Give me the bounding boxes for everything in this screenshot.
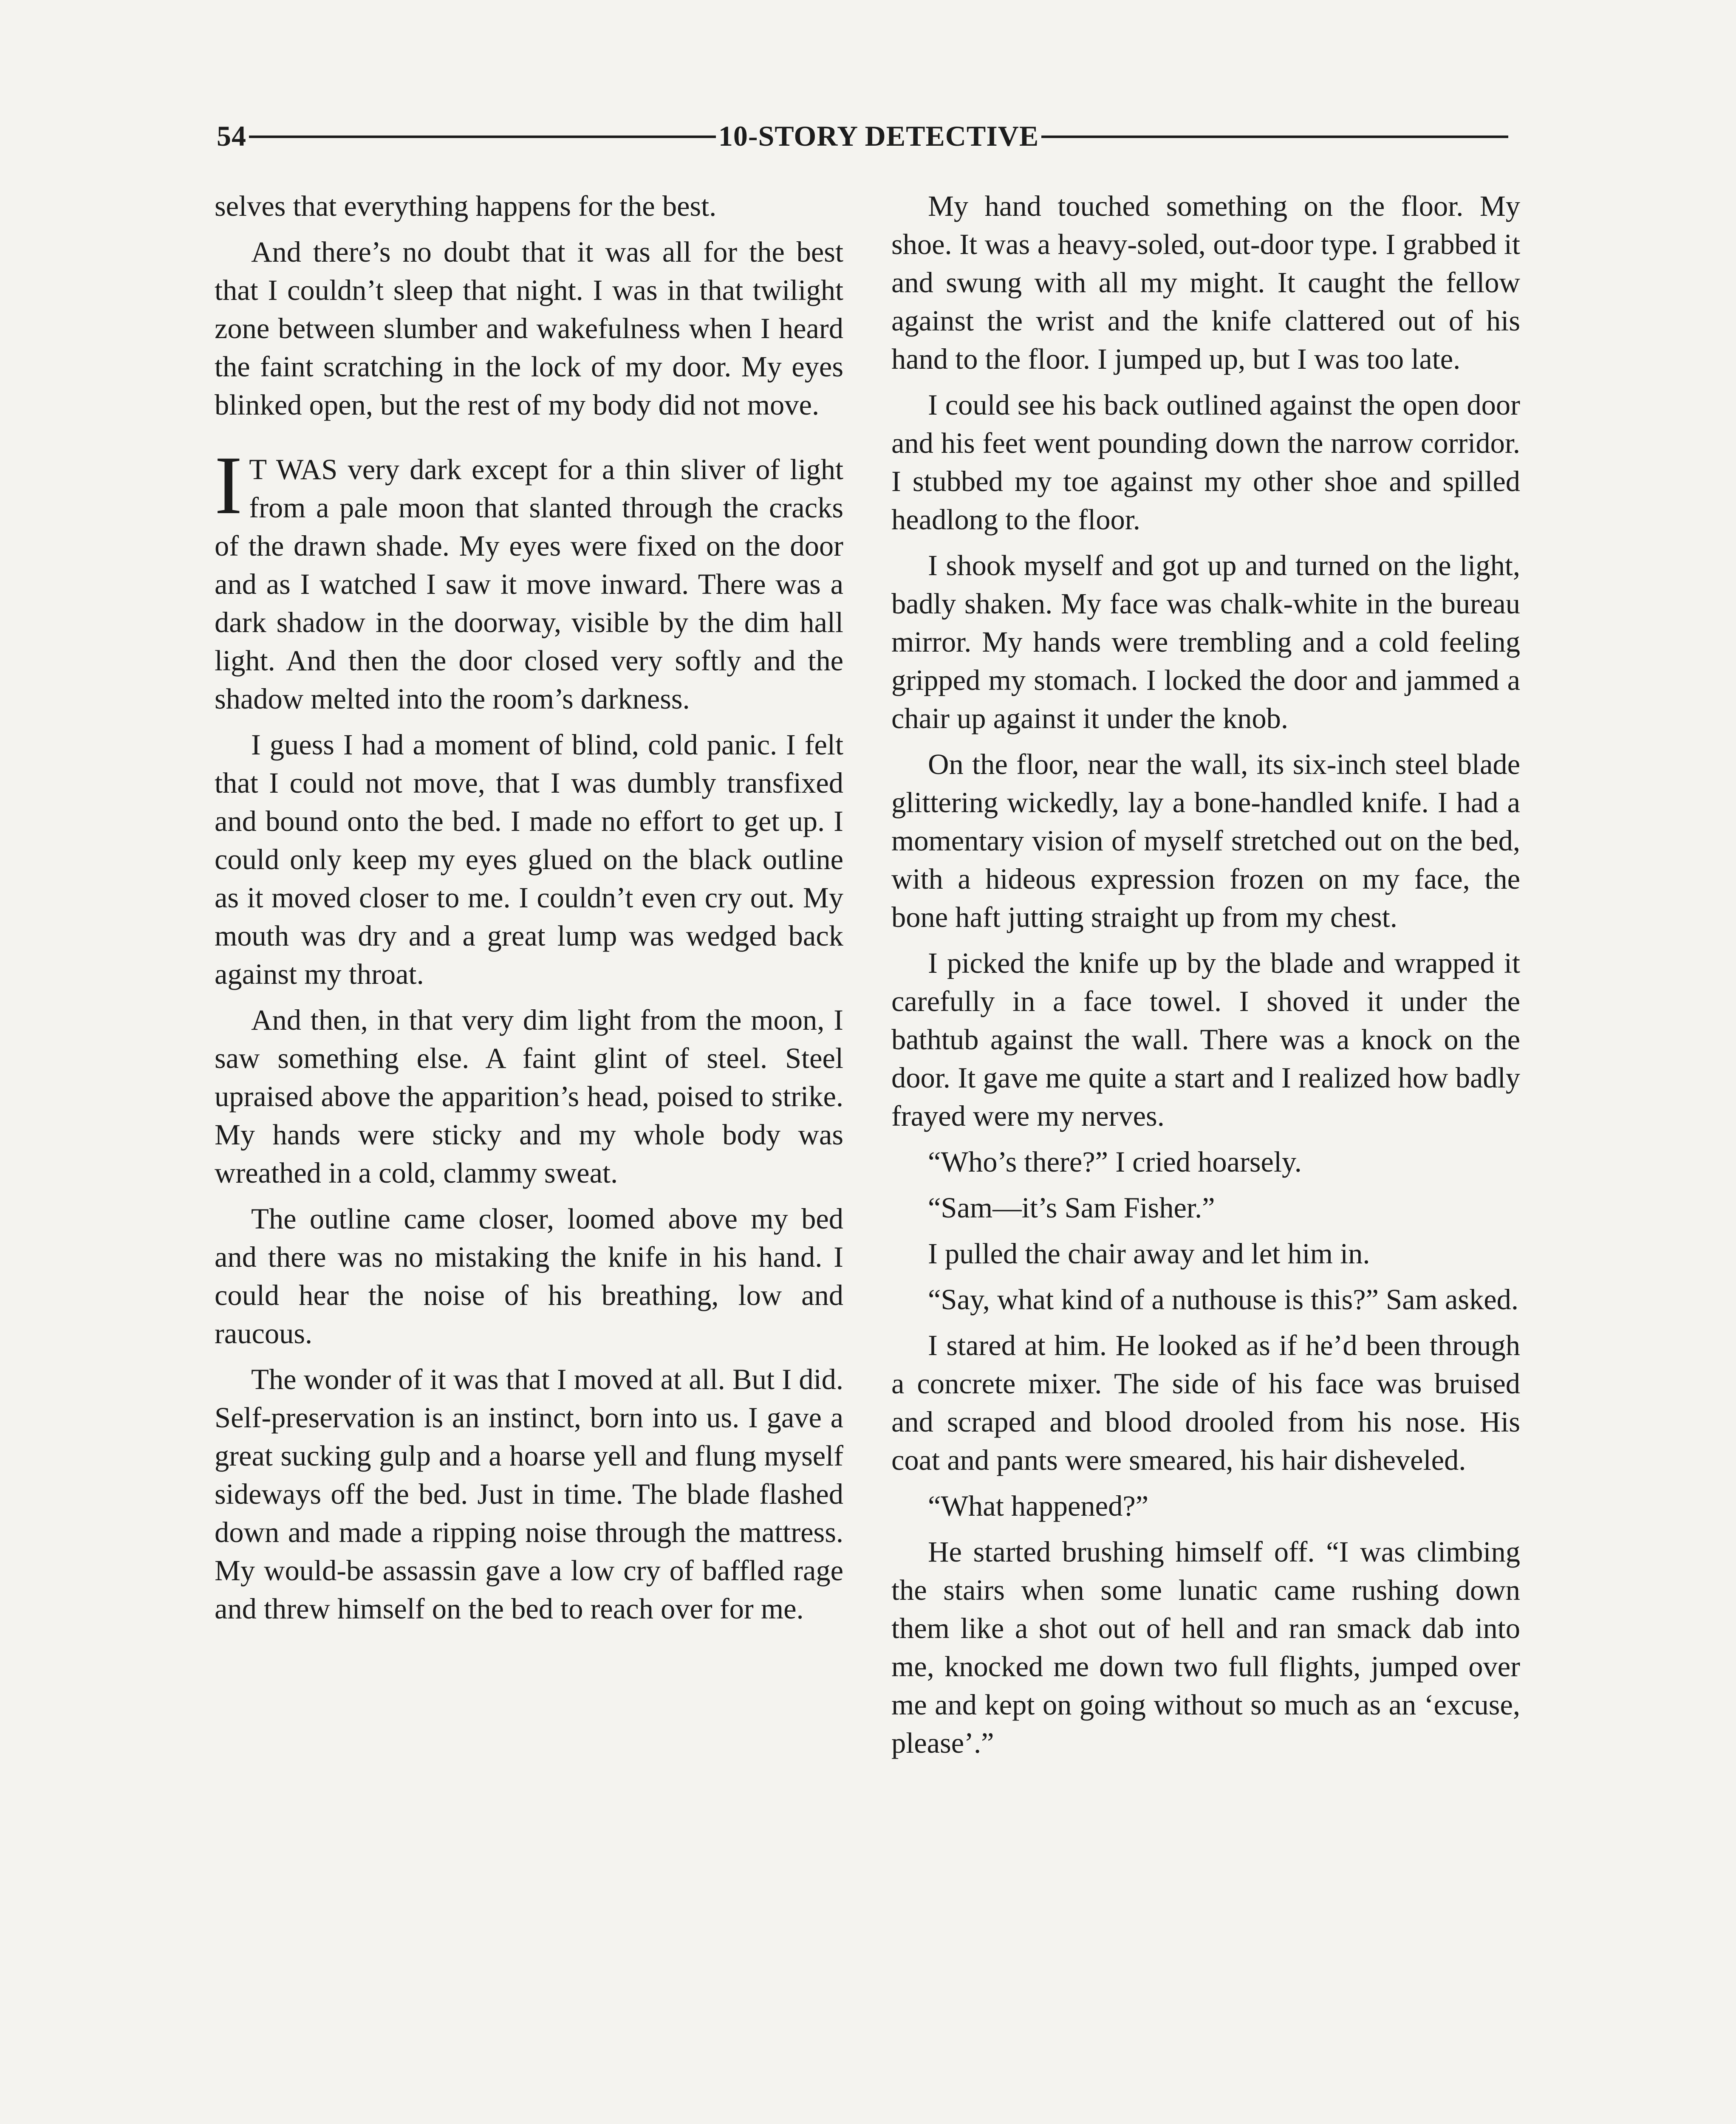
paragraph: I guess I had a moment of blind, cold panic. I felt that I could not move, that I was dumbly transfixed and bound onto the bed. I made no effort to get up. I could only keep my eyes glued on the black outline as it moved closer to me. I couldn’t even cry out. My mouth was dry and a great lump was wedged back against my throat. bbox=[215, 729, 843, 990]
paragraph: I shook myself and got up and turned on the light, badly shaken. My face was chalk-white in the bureau mirror. My hands were trembling and a cold feeling gripped my stomach. I locked the door and jammed a chair up against it under the knob. bbox=[891, 549, 1520, 734]
paragraph: My hand touched something on the floor. My shoe. It was a heavy-soled, out-door type. I grabbed it and swung with all my might. It caught the fellow against the wrist and the knife clattered out of his hand to the floor. I jumped up, but I was too late. bbox=[891, 190, 1520, 375]
paragraph: I picked the knife up by the blade and wrapped it carefully in a face towel. I shoved it under the bathtub against the wall. There was a knock on the door. It gave me quite a start and I realized how badly frayed were my nerves. bbox=[891, 947, 1520, 1132]
magazine-title: 10-STORY DETECTIVE bbox=[718, 119, 1039, 152]
paragraph: He started brushing himself off. “I was climbing the stairs when some lunatic came rushing down them like a shot out of hell and ran smack dab into me, knocked me down two full flights, jumped over me and kept on going without so much as an ‘excuse, please’.” bbox=[891, 1536, 1520, 1759]
paragraph: I could see his back outlined against the open door and his feet went pounding down the narrow corridor. I stubbed my toe against my other shoe and spilled headlong to the floor. bbox=[891, 389, 1520, 536]
running-head bbox=[217, 113, 1508, 159]
right-column bbox=[891, 187, 1520, 1770]
paragraph: On the floor, near the wall, its six-inch steel blade glittering wickedly, lay a bone-handled knife. I had a momentary vision of myself stretched out on the bed, with a hideous expression frozen on my face, the bone haft jutting straight up from my chest. bbox=[891, 748, 1520, 933]
paragraph: selves that everything happens for the best. bbox=[215, 190, 717, 222]
left-column bbox=[215, 187, 843, 1635]
paragraph: The wonder of it was that I moved at all. But I did. Self-preservation is an instinct, born into us. I gave a great sucking gulp and a hoarse yell and flung myself sideways off the bed. Just in time. The blade flashed down and made a ripping noise through the mattress. My would-be assassin gave a low cry of baffled rage and threw himself on the bed to reach over for me. bbox=[215, 1363, 843, 1625]
dialogue-line: “Say, what kind of a nuthouse is this?” Sam asked. bbox=[928, 1283, 1519, 1316]
dialogue-line: “Who’s there?” I cried hoarsely. bbox=[928, 1146, 1302, 1178]
page-number: 54 bbox=[217, 119, 246, 152]
header-rule-left bbox=[249, 136, 716, 138]
dialogue-line: “What happened?” bbox=[928, 1490, 1149, 1522]
section-opening-paragraph bbox=[215, 439, 843, 718]
paragraph: I pulled the chair away and let him in. bbox=[928, 1237, 1370, 1270]
paragraph: And then, in that very dim light from the moon, I saw something else. A faint glint of steel. Steel upraised above the apparition’s head, poised to strike. My hands were sticky and my whole body was wreathed in a cold, clammy sweat. bbox=[215, 1004, 843, 1189]
paragraph-text: T WAS very dark except for a thin sliver of light from a pale moon that slanted through the cracks of the drawn shade. My eyes were fixed on the door and as I watched I saw it move inward. There was a dark shadow in the doorway, visible by the dim hall light. And then the door closed very softly and the shadow melted into the room’s darkness. bbox=[215, 453, 843, 715]
paragraph: And there’s no doubt that it was all for the best that I couldn’t sleep that night. I was in that twilight zone between slumber and wakefulness when I heard the faint scratching in the lock of my door. My eyes blinked open, but the rest of my body did not move. bbox=[215, 236, 843, 421]
header-rule-right bbox=[1041, 136, 1508, 138]
paragraph: I stared at him. He looked as if he’d been through a concrete mixer. The side of his face was bruised and scraped and blood drooled from his nose. His coat and pants were smeared, his hair disheveled. bbox=[891, 1329, 1520, 1476]
drop-cap: I bbox=[215, 439, 243, 531]
paragraph: The outline came closer, loomed above my bed and there was no mistaking the knife in his hand. I could hear the noise of his breathing, low and raucous. bbox=[215, 1203, 843, 1350]
dialogue-line: “Sam—it’s Sam Fisher.” bbox=[928, 1192, 1215, 1224]
